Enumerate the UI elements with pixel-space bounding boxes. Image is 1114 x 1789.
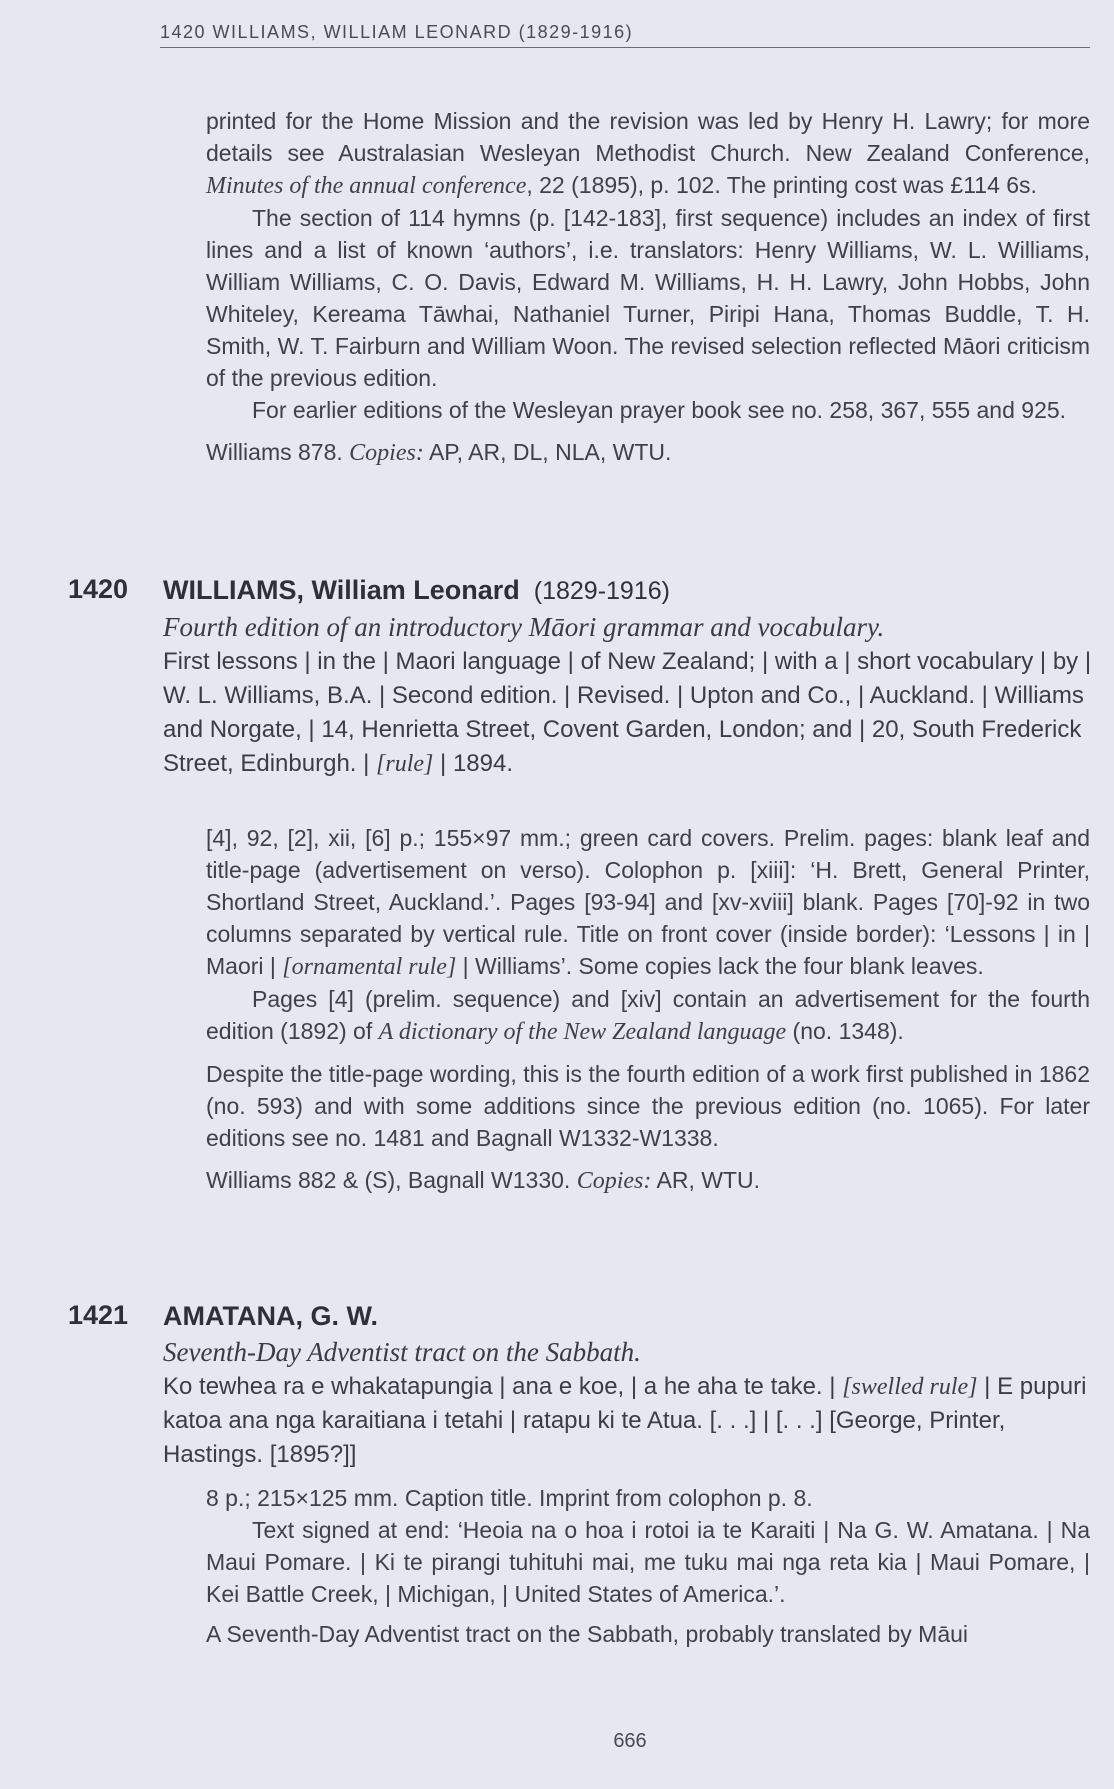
entry-collation: 8 p.; 215×125 mm. Caption title. Imprint from colophon p. 8.	[206, 1485, 813, 1511]
entry-number: 1420	[68, 574, 129, 604]
continuation-block	[206, 105, 1090, 469]
entry-number: 1421	[68, 1300, 129, 1330]
entry-title: Fourth edition of an introductory Māori grammar and vocabulary.	[163, 612, 885, 642]
continuation-paragraph-3: For earlier editions of the Wesleyan prayer book see no. 258, 367, 555 and 925.	[252, 397, 1067, 423]
entry-author: WILLIAMS, William Leonard (1829-1916)	[163, 575, 670, 605]
entry-note: Pages [4] (prelim. sequence) and [xiv] contain an advertisement for the fourth edition (1892) of A dictionary of the New Zealand language (no. 1348).	[206, 986, 1090, 1045]
entry-title: Seventh-Day Adventist tract on the Sabbath.	[163, 1337, 641, 1367]
entry-1420-header	[163, 572, 1093, 781]
entry-1421-description	[206, 1482, 1090, 1650]
entry-1420-description	[206, 822, 1090, 1197]
continuation-paragraph-2: The section of 114 hymns (p. [142-183], first sequence) includes an index of first lines and a list of known ‘authors’, i.e. translators: Henry Williams, W. L. Williams, William Williams, C. O. Davis, Edward M. Williams, H. H. Lawry, John Hobbs, John Whiteley, Kereama Tāwhai, Nathaniel Turner, Piripi Hana, Thomas Buddle, T. H. Smith, W. T. Fairburn and William Woon. The revised selection reflected Māori criticism of the previous edition.	[206, 205, 1090, 391]
entry-transcription: First lessons | in the | Maori language | of New Zealand; | with a | short vocabulary | by | W. L. Williams, B.A. | Second edition. | Revised. | Upton and Co., | Auckland. | Williams and Norgate, | 14, Henrietta Street, Covent Garden, London; and | 20, South Frederick Street, Edinburgh. | [rule] | 1894.	[163, 648, 1092, 777]
continuation-references: Williams 878. Copies: AP, AR, DL, NLA, WTU.	[206, 439, 672, 466]
entry-1421-header	[163, 1298, 1093, 1472]
running-head: 1420 WILLIAMS, WILLIAM LEONARD (1829-1916)	[160, 22, 1090, 48]
entry-collation: [4], 92, [2], xii, [6] p.; 155×97 mm.; green card covers. Prelim. pages: blank leaf and title-page (advertisement on verso). Colophon p. [xiii]: ‘H. Brett, General Printer, Shortland Street, Auckland.’. Pages [93-94] and [xv-xviii] blank. Pages [70]-92 in two columns separated by vertical rule. Title on front cover (inside border): ‘Lessons | in | Maori | [ornamental rule] | Williams’. Some copies lack the four blank leaves.	[206, 825, 1090, 980]
entry-note-2: Despite the title-page wording, this is the fourth edition of a work first published in 1862 (no. 593) and with some additions since the previous edition (no. 1065). For later editions see no. 1481 and Bagnall W1332-W1338.	[206, 1061, 1090, 1151]
page-number: 666	[613, 1730, 647, 1752]
continuation-paragraph-1: printed for the Home Mission and the revision was led by Henry H. Lawry; for more details see Australasian Wesleyan Methodist Church. New Zealand Conference, Minutes of the annual conference, 22 (1895), p. 102. The printing cost was £114 6s.	[206, 108, 1090, 199]
entry-note: Text signed at end: ‘Heoia na o hoa i rotoi ia te Karaiti | Na G. W. Amatana. | Na Maui Pomare. | Ki te pirangi tuhituhi mai, me tuku mai nga reta kia | Maui Pomare, | Kei Battle Creek, | Michigan, | United States of America.’.	[206, 1517, 1090, 1607]
entry-transcription: Ko tewhea ra e whakatapungia | ana e koe, | a he aha te take. | [swelled rule] | E pupuri katoa ana nga karaitiana i tetahi | ratapu ki te Atua. [. . .] | [. . .] [George, Printer, Hastings. [1895?]]	[163, 1373, 1087, 1468]
entry-author: AMATANA, G. W.	[163, 1301, 378, 1331]
entry-note-2: A Seventh-Day Adventist tract on the Sabbath, probably translated by Māui	[206, 1621, 969, 1647]
entry-references: Williams 882 & (S), Bagnall W1330. Copies: AR, WTU.	[206, 1167, 760, 1194]
